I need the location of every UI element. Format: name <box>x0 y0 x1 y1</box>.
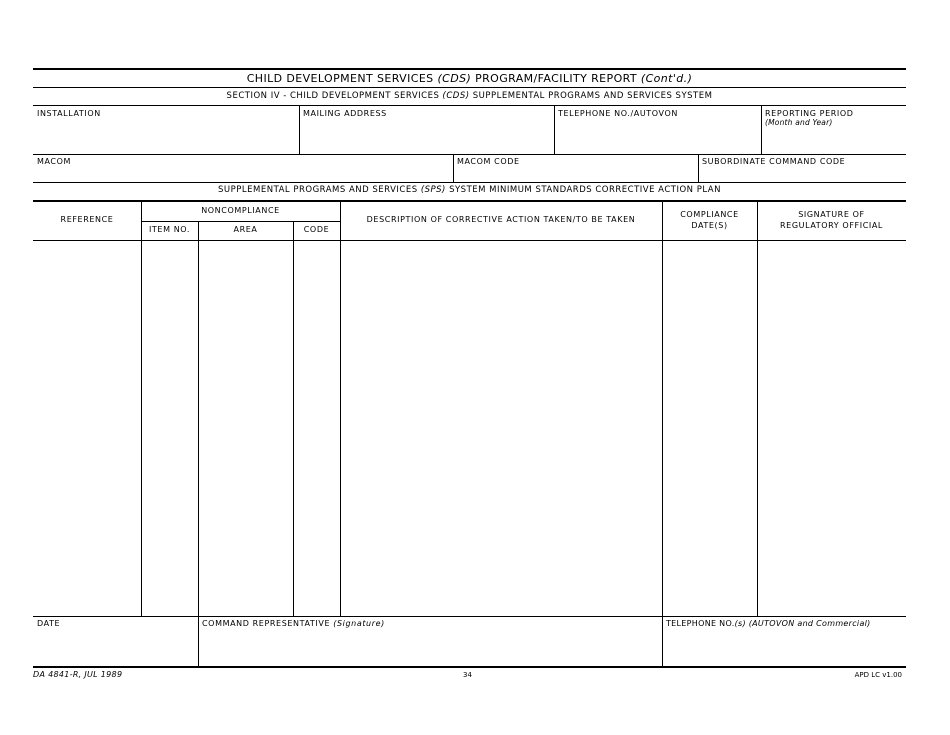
bottom-telephone-label <box>666 619 871 628</box>
subordinate-code-label: SUBORDINATE COMMAND CODE <box>702 157 846 166</box>
date-divider <box>198 616 199 667</box>
date-label: DATE <box>37 619 61 628</box>
reference-col-line <box>141 202 142 616</box>
reporting-period-label: REPORTING PERIOD <box>765 109 854 118</box>
title-cds: (CDS) <box>437 72 472 85</box>
version-label: APD LC v1.00 <box>854 671 902 679</box>
installation-divider <box>299 105 300 154</box>
command-rep-label <box>202 619 385 628</box>
plan-title-sps: (SPS) <box>420 185 446 195</box>
area-header: AREA <box>233 225 258 234</box>
macom-code-divider <box>698 154 699 182</box>
telephone-label: TELEPHONE NO./AUTOVON <box>558 109 678 118</box>
reference-header: REFERENCE <box>60 215 114 224</box>
macom-code-label: MACOM CODE <box>457 157 520 166</box>
description-col-line <box>662 202 663 667</box>
code-header: CODE <box>303 225 330 234</box>
title-rule <box>33 87 906 88</box>
item-col-line <box>198 221 199 616</box>
form-id: DA 4841-R, JUL 1989 <box>33 670 123 679</box>
command-rep-text: COMMAND REPRESENTATIVE <box>202 619 334 628</box>
mailing-address-label: MAILING ADDRESS <box>303 109 387 118</box>
table-bottom-rule <box>33 616 906 617</box>
telephone-divider <box>761 105 762 154</box>
plan-rule <box>33 200 906 202</box>
section-post: SUPPLEMENTAL PROGRAMS AND SERVICES SYSTEM <box>469 91 713 101</box>
plan-title <box>33 185 906 195</box>
compliance-col-line <box>757 202 758 616</box>
signature-header-2: REGULATORY OFFICIAL <box>780 221 883 230</box>
section-title <box>33 91 906 101</box>
signature-header-1: SIGNATURE OF <box>798 210 865 219</box>
title-main: CHILD DEVELOPMENT SERVICES <box>246 72 438 85</box>
form-title <box>33 72 906 85</box>
plan-title-pre: SUPPLEMENTAL PROGRAMS AND SERVICES <box>218 185 421 195</box>
reporting-period-sub: (Month and Year) <box>765 118 833 127</box>
section-cds: (CDS) <box>442 91 470 101</box>
row1-rule <box>33 154 906 155</box>
code-col-line <box>340 202 341 616</box>
mailing-divider <box>554 105 555 154</box>
top-rule <box>33 68 906 70</box>
bottom-rule <box>33 666 906 668</box>
plan-title-post: SYSTEM MINIMUM STANDARDS CORRECTIVE ACTION PLAN <box>445 185 721 195</box>
table-header-rule <box>33 240 906 241</box>
row2-rule <box>33 182 906 183</box>
section-rule <box>33 105 906 106</box>
item-no-header: ITEM NO. <box>148 225 191 234</box>
noncompliance-rule <box>141 221 340 222</box>
description-header: DESCRIPTION OF CORRECTIVE ACTION TAKEN/TO BE TAKEN <box>366 215 636 224</box>
macom-divider <box>453 154 454 182</box>
page-number: 34 <box>463 671 472 679</box>
section-pre: SECTION IV - CHILD DEVELOPMENT SERVICES <box>226 91 443 101</box>
compliance-header-2: DATE(S) <box>691 221 728 230</box>
area-col-line <box>293 221 294 616</box>
title-contd: (Cont'd.) <box>640 72 693 85</box>
macom-label: MACOM <box>37 157 72 166</box>
bottom-telephone-sub: (s) (AUTOVON and Commercial) <box>734 619 871 628</box>
bottom-telephone-text: TELEPHONE NO. <box>666 619 735 628</box>
noncompliance-header: NONCOMPLIANCE <box>201 206 280 215</box>
compliance-header-1: COMPLIANCE <box>680 210 739 219</box>
installation-label: INSTALLATION <box>37 109 101 118</box>
command-rep-sub: (Signature) <box>333 619 385 628</box>
title-rest: PROGRAM/FACILITY REPORT <box>471 72 641 85</box>
